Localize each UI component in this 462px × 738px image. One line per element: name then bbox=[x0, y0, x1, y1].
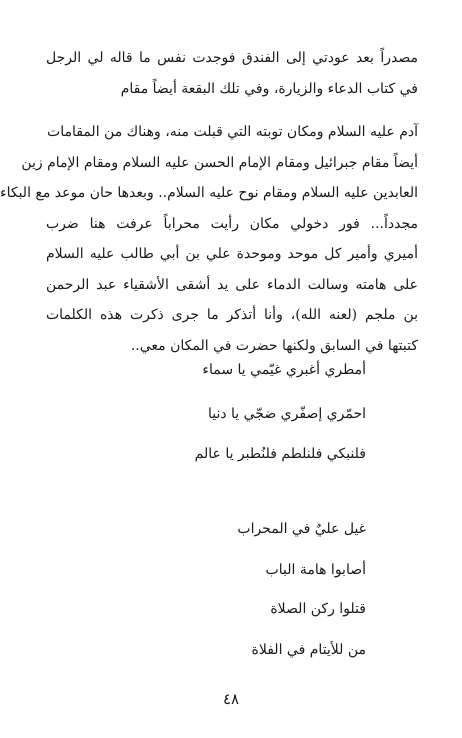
paragraph-2 bbox=[0, 117, 418, 361]
paragraph-line: بن ملجم (لعنه الله)، وأنا أتذكر ما جرى ذكرت هذه الكلمات bbox=[46, 307, 418, 323]
paragraph-line: مصدراً بعد عودتي إلى الفندق فوجدت نفس ما قاله لي الرجل bbox=[46, 50, 418, 66]
poem-verse: قتلوا ركن الصلاة bbox=[270, 601, 366, 617]
paragraph-line: كتبتها في السابق ولكنها حضرت في المكان معي.. bbox=[130, 337, 418, 354]
poem-verse: من للأيتام في الفلاة bbox=[251, 642, 366, 658]
paragraph-line: على هامته وسالت الدماء على يد أشقى الأشقياء عبد الرحمن bbox=[46, 276, 418, 293]
paragraph-line: آدم عليه السلام ومكان توبته التي قبلت منه، وهناك من المقامات bbox=[47, 124, 418, 140]
poem-verse: أصابوا هامة الباب bbox=[265, 562, 366, 578]
poem-verse: فلنبكي فلنلطم فلنُطبر يا عالم bbox=[194, 446, 366, 462]
page-number: ٤٨ bbox=[222, 690, 240, 708]
paragraph-line: في كتاب الدعاء والزيارة، وفي تلك البقعة أيضاً مقام bbox=[120, 80, 418, 97]
paragraph-line: مجدداً... فور دخولي مكان رأيت محراباً عرفت هنا ضرب bbox=[46, 215, 418, 232]
paragraph-1 bbox=[46, 43, 418, 104]
poem-verse: أمطري أغبري غيّمي يا سماء bbox=[202, 362, 366, 378]
paragraph-line: العابدين عليه السلام ومقام نوح عليه السلام.. وبعدها حان موعد مع البكاء bbox=[0, 185, 418, 201]
poem-verse: غيل عليٌ في المحراب bbox=[237, 521, 366, 537]
paragraph-line: أميري وأمير كل موحد وموحدة علي بن أبي طالب عليه السلام bbox=[46, 246, 418, 262]
poem-verse: احمّري إصفّري ضجّي يا دنيا bbox=[207, 406, 366, 422]
paragraph-line: أيضاً مقام جبرائيل ومقام الإمام الحسن عليه السلام ومقام الإمام زين bbox=[21, 154, 418, 171]
